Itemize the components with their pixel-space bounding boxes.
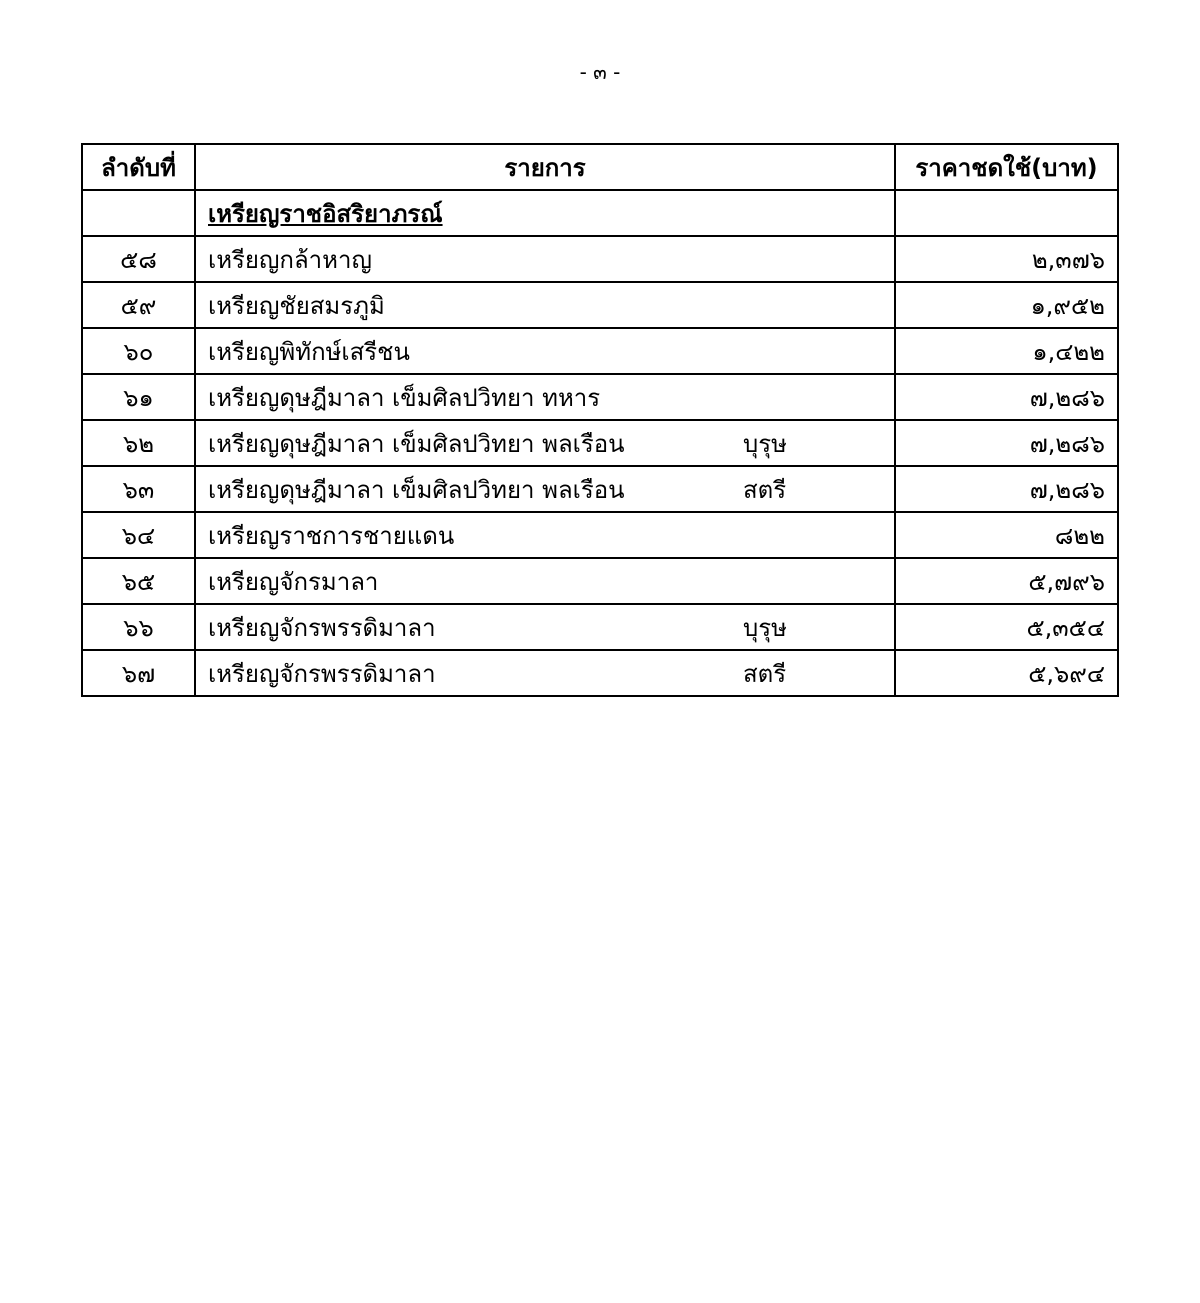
row-number: ๕๘: [82, 236, 195, 282]
row-price: ๑,๔๒๒: [895, 328, 1118, 374]
row-item: [195, 650, 895, 696]
item-name: เหรียญกล้าหาญ: [208, 245, 372, 274]
row-number: ๖๖: [82, 604, 195, 650]
row-item: [195, 282, 895, 328]
row-item: [195, 558, 895, 604]
row-price: ๗,๒๘๖: [895, 420, 1118, 466]
row-item: [195, 328, 895, 374]
section-price-cell: [895, 190, 1118, 236]
row-number: ๖๕: [82, 558, 195, 604]
table-row: [82, 374, 1118, 420]
table-row: [82, 650, 1118, 696]
item-gender: บุรุษ: [743, 613, 787, 642]
row-item: [195, 466, 895, 512]
item-name: เหรียญชัยสมรภูมิ: [208, 291, 385, 320]
row-price: ๕,๓๕๔: [895, 604, 1118, 650]
table-row: [82, 558, 1118, 604]
page-number: - ๓ -: [579, 60, 621, 84]
item-gender: บุรุษ: [743, 429, 787, 458]
header-item: รายการ: [195, 144, 895, 190]
section-row: [82, 190, 1118, 236]
row-price: ๕,๗๙๖: [895, 558, 1118, 604]
table-row: [82, 466, 1118, 512]
item-name: เหรียญดุษฎีมาลา เข็มศิลปวิทยา พลเรือน: [208, 475, 625, 504]
header-price: ราคาชดใช้(บาท): [895, 144, 1118, 190]
item-name: เหรียญจักรพรรดิมาลา: [208, 659, 436, 688]
row-number: ๖๗: [82, 650, 195, 696]
section-title: เหรียญราชอิสริยาภรณ์: [195, 190, 895, 236]
table-row: [82, 420, 1118, 466]
table-row: [82, 282, 1118, 328]
row-number: ๖๑: [82, 374, 195, 420]
row-number: ๖๒: [82, 420, 195, 466]
row-price: ๗,๒๘๖: [895, 374, 1118, 420]
row-price: ๑,๙๕๒: [895, 282, 1118, 328]
row-item: [195, 374, 895, 420]
row-number: ๕๙: [82, 282, 195, 328]
item-name: เหรียญดุษฎีมาลา เข็มศิลปวิทยา พลเรือน: [208, 429, 625, 458]
row-price: ๘๒๒: [895, 512, 1118, 558]
row-number: ๖๐: [82, 328, 195, 374]
row-item: [195, 236, 895, 282]
table-row: [82, 236, 1118, 282]
item-gender: สตรี: [743, 659, 787, 688]
item-gender: สตรี: [743, 475, 787, 504]
table-row: [82, 512, 1118, 558]
row-item: [195, 420, 895, 466]
item-name: เหรียญพิทักษ์เสรีชน: [208, 337, 410, 366]
table-row: [82, 328, 1118, 374]
price-table: [81, 143, 1119, 697]
item-name: เหรียญราชการชายแดน: [208, 521, 455, 550]
header-no: ลำดับที่: [82, 144, 195, 190]
item-name: เหรียญจักรพรรดิมาลา: [208, 613, 436, 642]
item-name: เหรียญจักรมาลา: [208, 567, 379, 596]
table-header-row: [82, 144, 1118, 190]
table-row: [82, 604, 1118, 650]
row-item: [195, 604, 895, 650]
row-number: ๖๓: [82, 466, 195, 512]
section-no-cell: [82, 190, 195, 236]
row-price: ๗,๒๘๖: [895, 466, 1118, 512]
row-number: ๖๔: [82, 512, 195, 558]
row-price: ๒,๓๗๖: [895, 236, 1118, 282]
row-item: [195, 512, 895, 558]
row-price: ๕,๖๙๔: [895, 650, 1118, 696]
item-name: เหรียญดุษฎีมาลา เข็มศิลปวิทยา ทหาร: [208, 383, 601, 412]
